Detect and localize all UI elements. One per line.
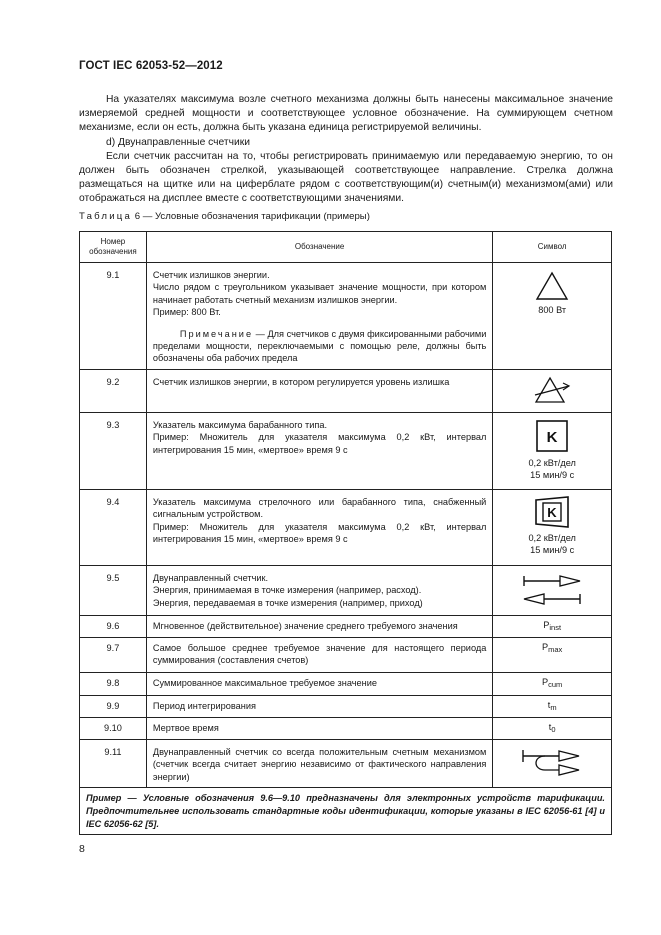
triangle-icon — [535, 271, 569, 301]
intro-paragraph-1: На указателях максимума возле счетного механизма должны быть нанесены максимальное значение измеряемой средней мощности и соответствующее условное обозначение. На суммирующем счетном механизме, если он есть, должна быть указана единица регистрируемой величины. — [79, 94, 613, 134]
symbol-p-cum: $P_{cum}$ — [542, 676, 563, 689]
table-row: 9.6 Мгновенное (действительное) значение среднего требуемого значения $P_{inst}$ — [80, 615, 612, 637]
table-footer-note: Пример — Условные обозначения 9.6—9.10 предназначены для электронных устройств тарификации. Предпочтительнее использовать стандартные коды идентификации, которые указаны в IEC 62056-61 [4] и IEC 62056-62 [5]. — [80, 788, 612, 835]
table-caption: Таблица 6 — Условные обозначения тарификации (примеры) — [79, 211, 370, 222]
document-header: ГОСТ IEC 62053-52—2012 — [79, 60, 223, 72]
symbol-t-m: $t_m$ — [547, 699, 557, 712]
table-row: 9.7 Самое большое среднее требуемое значение для настоящего периода суммирования (составления счетов) $P_{max}$ — [80, 637, 612, 672]
table-row: 9.1 Счетчик излишков энергии. Число рядом с треугольником указывает значение мощности, при котором начинает работать счетный механизм излишков энергии. Пример: 800 Вт. Примечание — Для счетчиков с двумя фиксированными рабочими пределами мощности, переключаемыми с помощью реле, должны быть обозначены оба рабочих предела 800 Вт — [80, 263, 612, 370]
triangle-adjustable-icon — [532, 375, 572, 405]
table-row: 9.3 Указатель максимума барабанного типа. Пример: Множитель для указателя максимума 0,2 кВт, интервал интегрирования 15 мин, «мертвое» время 9 с K 0,2 кВт/дел 15 мин/9 с — [80, 412, 612, 489]
table-row: 9.8 Суммированное максимальное требуемое значение $P_{cum}$ — [80, 672, 612, 695]
header-designation: Обозначение — [146, 232, 492, 263]
positive-bidirectional-icon — [519, 746, 585, 778]
symbol-t-0: $t_0$ — [548, 721, 556, 734]
table-footer-row — [80, 788, 612, 835]
page-number: 8 — [79, 843, 85, 855]
table-row: 9.4 Указатель максимума стрелочного или барабанного типа, снабженный сигнальным устройством. Пример: Множитель для указателя максимума 0,2 кВт, интервал интегрирования 15 мин, «мертвое» время 9 с K 0,2 кВт/дел 15 мин/9 с — [80, 489, 612, 565]
note-text: Примечание — Для счетчиков с двумя фиксированными рабочими пределами мощности, переключаемыми с помощью реле, должны быть обозначены оба рабочих предела — [152, 328, 487, 364]
symbol-p-max: $P_{max}$ — [542, 641, 563, 654]
table-header-row — [80, 232, 612, 263]
table-row: 9.10 Мертвое время $t_0$ — [80, 717, 612, 739]
header-num: Номер обозначения — [80, 232, 147, 263]
table-row: 9.11 Двунаправленный счетчик со всегда положительным счетным механизмом (счетчик всегда считает энергию независимо от фактического направления энергии) — [80, 739, 612, 787]
table-row: 9.9 Период интегрирования $t_m$ — [80, 695, 612, 717]
table-row: 9.5 Двунаправленный счетчик. Энергия, принимаемая в точке измерения (например, расход). Энергия, передаваемая в точке измерения (например, приход) — [80, 565, 612, 615]
tariff-symbols-table — [79, 231, 612, 835]
drum-indicator-icon — [535, 419, 569, 453]
header-symbol: Символ — [493, 232, 612, 263]
intro-text — [79, 93, 613, 207]
signal-indicator-icon — [532, 495, 572, 529]
intro-paragraph-2: Если счетчик рассчитан на то, чтобы регистрировать принимаемую или передаваемую энергию, то он должен быть обозначен стрелкой, указывающей соответствующее направление. Стрелка должна размещаться на щитке или на циферблате рядом с соответствующим(и) счетным(и) механизмом(ами) или отображаться на дисплее вместе с соответствующими значениями. — [79, 150, 613, 205]
svg-text:K: K — [546, 428, 558, 446]
intro-subheading: d) Двунаправленные счетчики — [106, 136, 251, 148]
table-row: 9.2 Счетчик излишков энергии, в котором регулируется уровень излишка — [80, 369, 612, 412]
symbol-p-inst: $P_{inst}$ — [543, 619, 562, 632]
svg-text:K: K — [547, 504, 557, 520]
bidirectional-arrows-icon — [520, 572, 584, 606]
